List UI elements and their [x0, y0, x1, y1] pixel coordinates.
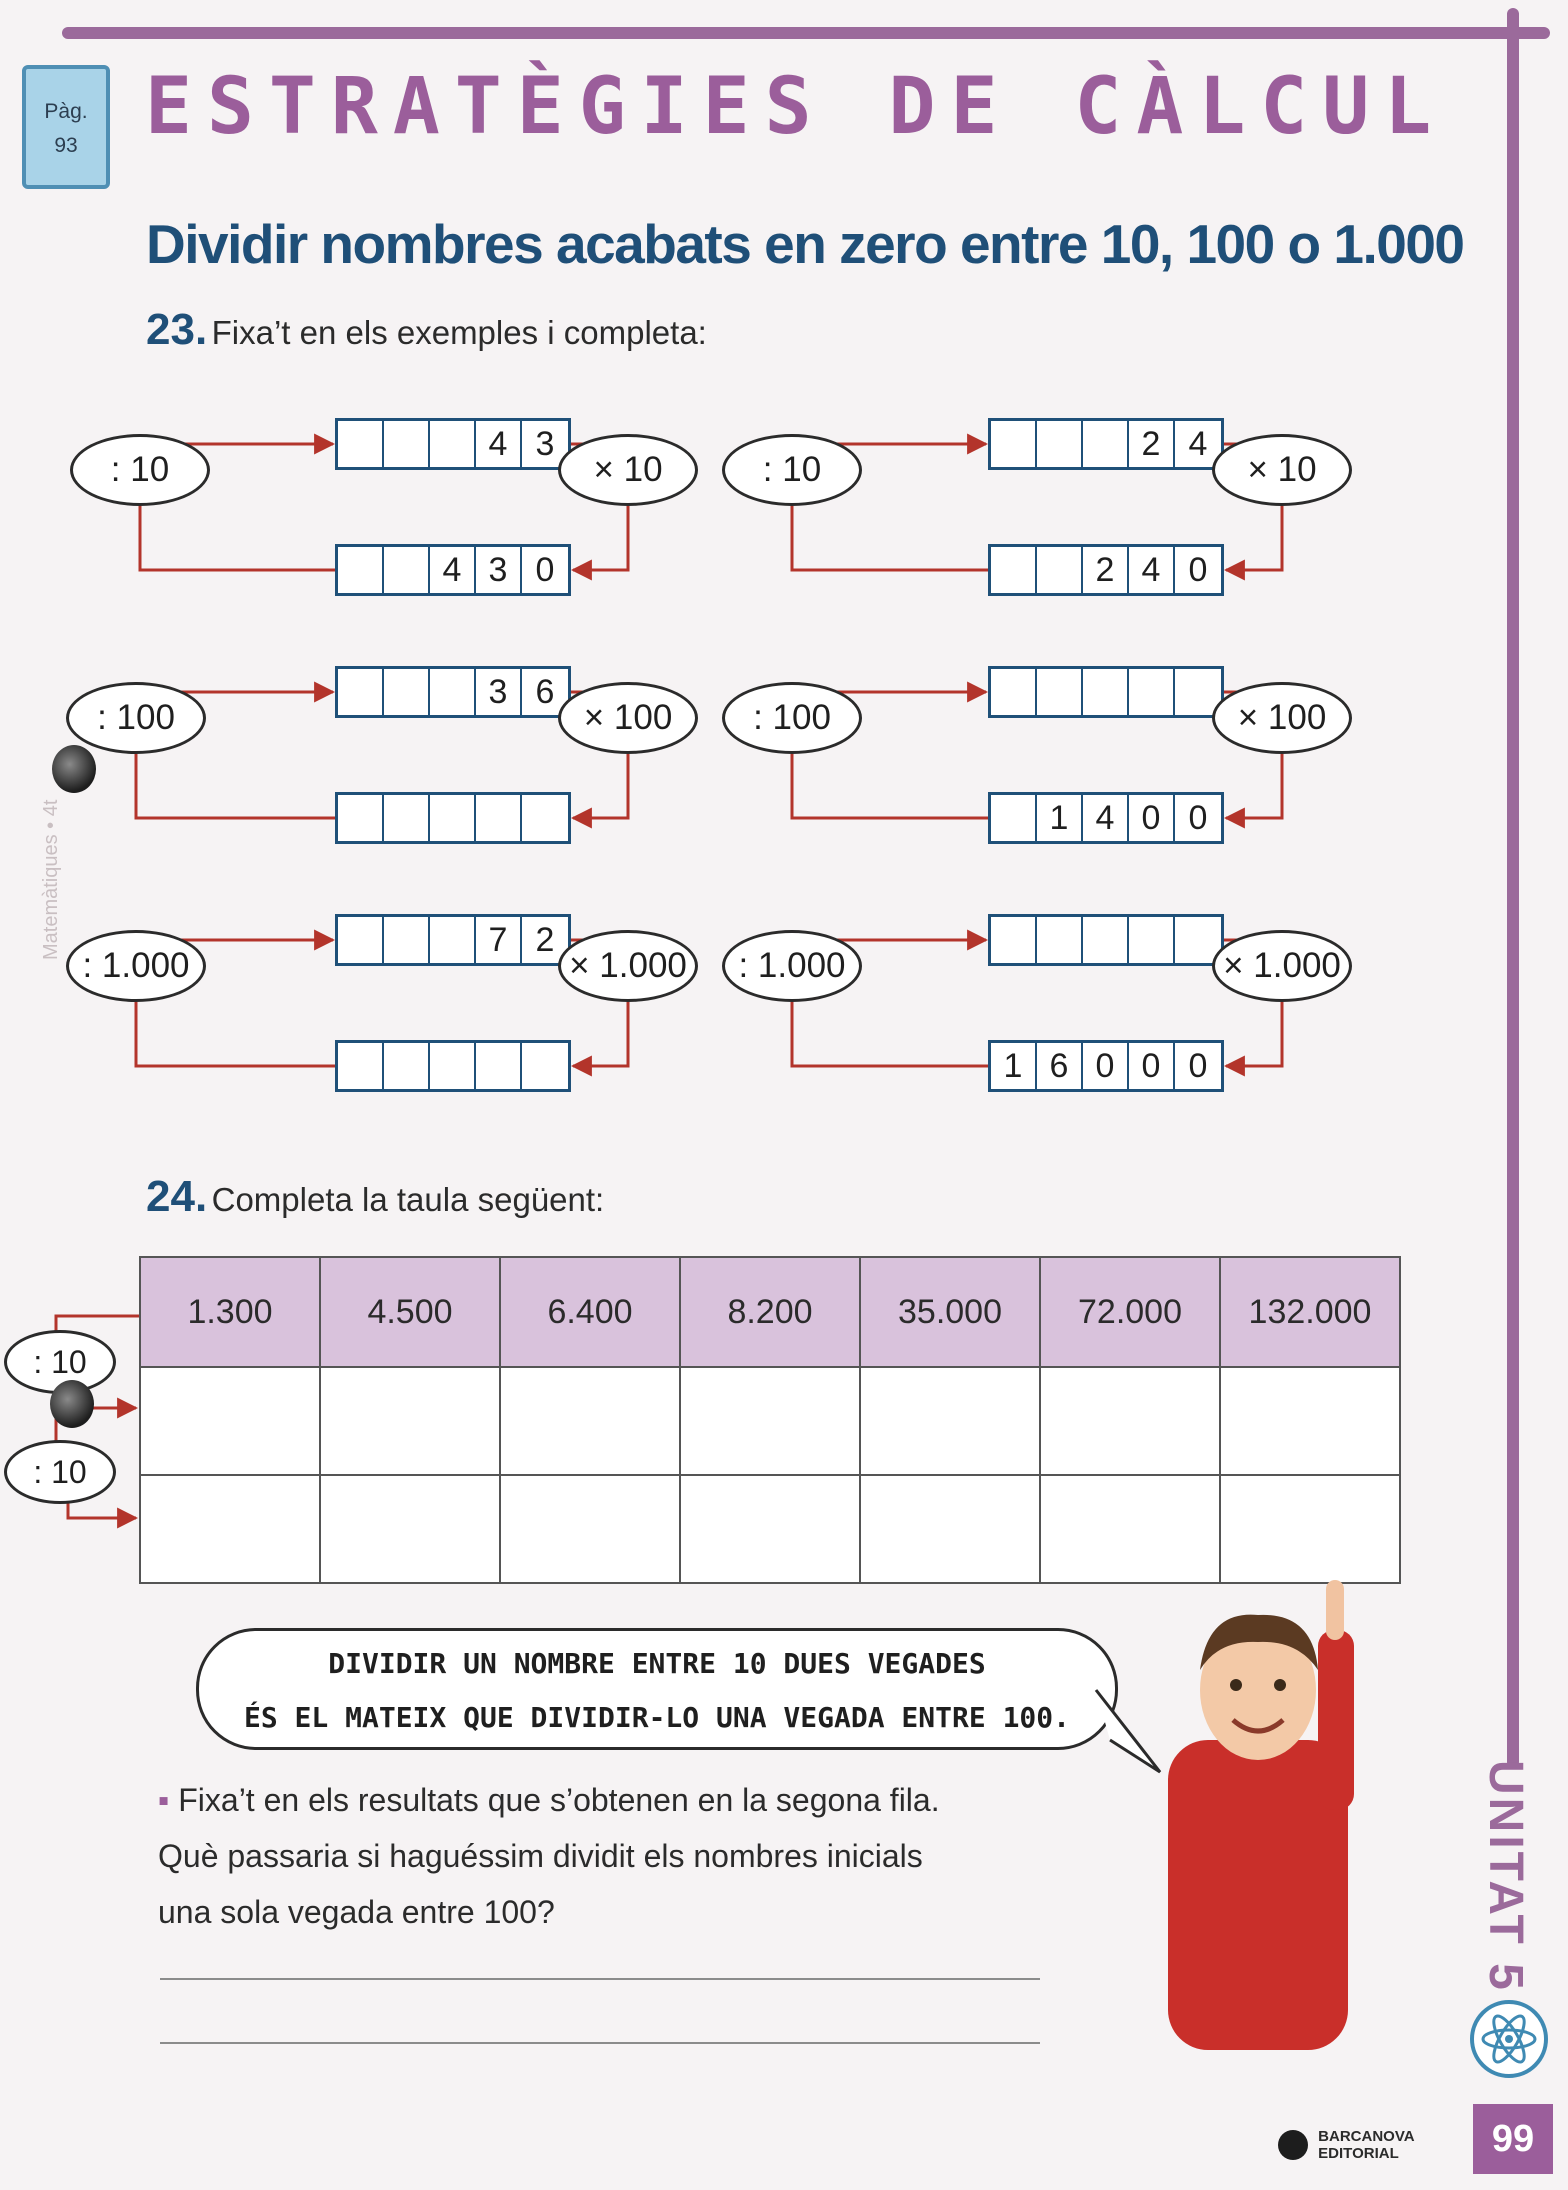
divide-operation-oval: : 100: [66, 682, 206, 754]
connector-arrow: [573, 506, 628, 570]
exercise-instruction: Completa la taula següent:: [211, 1181, 605, 1218]
page-ref-label: Pàg.: [44, 100, 88, 123]
digit-box: 4: [1129, 547, 1175, 593]
header-cell: 1.300: [140, 1257, 320, 1367]
answer-cell[interactable]: [680, 1367, 860, 1475]
connector-arrow: [140, 506, 335, 570]
number-boxes-top: [988, 418, 1224, 470]
empty-digit-box[interactable]: [430, 1043, 476, 1089]
table-header-row: [140, 1257, 1400, 1367]
digit-box: 0: [1188, 1047, 1208, 1085]
number-boxes-top: [335, 914, 571, 966]
boy-eye: [1230, 1679, 1242, 1691]
empty-digit-box[interactable]: [991, 795, 1037, 841]
empty-digit-box[interactable]: [991, 917, 1037, 963]
exercise-number: 23.: [146, 305, 208, 354]
exercise-24-header: [146, 1172, 604, 1222]
connector-arrow: [792, 506, 988, 570]
header-cell: 72.000: [1040, 1257, 1220, 1367]
connector-arrow: [136, 754, 335, 818]
connector-arrow: [573, 1002, 628, 1066]
number-boxes-top: [335, 666, 571, 718]
empty-digit-box[interactable]: [338, 1043, 384, 1089]
header-cell: 8.200: [680, 1257, 860, 1367]
empty-digit-box[interactable]: [1037, 547, 1083, 593]
digit-box: 0: [1188, 799, 1208, 837]
division-table: [139, 1256, 1401, 1584]
boy-raised-arm: [1318, 1630, 1354, 1810]
right-margin-bar: [1507, 8, 1519, 1768]
number-boxes-bottom: [335, 544, 571, 596]
divide-operation-oval: : 1.000: [66, 930, 206, 1002]
exercise-number: 24.: [146, 1172, 208, 1221]
header-cell: 132.000: [1220, 1257, 1400, 1367]
speech-bubble: [196, 1628, 1118, 1750]
empty-digit-box[interactable]: [476, 795, 522, 841]
boy-finger: [1326, 1580, 1344, 1640]
multiply-operation-oval: × 1.000: [1212, 930, 1352, 1002]
connector-arrow: [1226, 754, 1282, 818]
digit-box: 0: [1188, 551, 1208, 589]
number-boxes-bottom: [988, 1040, 1224, 1092]
exercise-23-header: [146, 305, 707, 355]
side-note: Matemàtiques • 4t: [40, 799, 62, 960]
digit-box: 0: [1083, 1043, 1129, 1089]
answer-cell[interactable]: [1220, 1367, 1400, 1475]
empty-digit-box[interactable]: [1083, 917, 1129, 963]
top-rule: [62, 27, 1550, 39]
answer-cell[interactable]: [140, 1367, 320, 1475]
table-op-oval-2: : 10: [4, 1440, 116, 1504]
empty-digit-box[interactable]: [384, 547, 430, 593]
divide-operation-oval: : 100: [722, 682, 862, 754]
empty-digit-box[interactable]: [430, 917, 476, 963]
empty-digit-box[interactable]: [1083, 669, 1129, 715]
follow-up-question: [158, 1772, 1058, 1940]
divide-operation-oval: : 1.000: [722, 930, 862, 1002]
divide-operation-oval: : 10: [722, 434, 862, 506]
digit-box: 2: [535, 921, 555, 959]
table-op-oval-1: : 10: [4, 1330, 116, 1394]
empty-digit-box[interactable]: [476, 1043, 522, 1089]
answer-line[interactable]: [160, 2042, 1040, 2044]
digit-box: 1: [991, 1043, 1037, 1089]
answer-cell[interactable]: [860, 1367, 1040, 1475]
header-cell: 6.400: [500, 1257, 680, 1367]
multiply-operation-oval: × 100: [1212, 682, 1352, 754]
digit-box: 7: [476, 917, 522, 963]
publisher-subname: EDITORIAL: [1318, 2145, 1399, 2162]
atom-icon: [1470, 2000, 1548, 2078]
empty-digit-box[interactable]: [384, 795, 430, 841]
connector-arrow: [1226, 1002, 1282, 1066]
page-number: 99: [1473, 2104, 1553, 2174]
question-line: Fixa’t en els resultats que s’obtenen en la segona fila.: [178, 1782, 940, 1818]
empty-digit-box[interactable]: [991, 669, 1037, 715]
digit-box: 3: [535, 425, 555, 463]
empty-digit-box[interactable]: [430, 795, 476, 841]
question-line: una sola vegada entre 100?: [158, 1894, 555, 1930]
digit-box: 2: [1083, 547, 1129, 593]
digit-box: 0: [1129, 795, 1175, 841]
bubble-line: ÉS EL MATEIX QUE DIVIDIR-LO UNA VEGADA ENTRE 100.: [243, 1701, 1070, 1734]
connector-arrow: [792, 1002, 988, 1066]
section-title: ESTRATÈGIES DE CÀLCUL: [145, 62, 1447, 152]
atom-icon: [1474, 2004, 1544, 2074]
number-boxes-bottom: [335, 1040, 571, 1092]
exercise-instruction: Fixa’t en els exemples i completa:: [211, 314, 707, 351]
header-cell: 4.500: [320, 1257, 500, 1367]
digit-box: 4: [1188, 425, 1208, 463]
answer-cell[interactable]: [320, 1475, 500, 1583]
empty-digit-box[interactable]: [338, 421, 384, 467]
number-boxes-bottom: [988, 544, 1224, 596]
empty-digit-box[interactable]: [991, 547, 1037, 593]
multiply-operation-oval: × 10: [1212, 434, 1352, 506]
number-boxes-top: [988, 914, 1224, 966]
answer-cell[interactable]: [500, 1367, 680, 1475]
empty-digit-box[interactable]: [1083, 421, 1129, 467]
digit-box: 3: [476, 547, 522, 593]
answer-cell[interactable]: [320, 1367, 500, 1475]
answer-cell[interactable]: [140, 1475, 320, 1583]
answer-cell[interactable]: [860, 1475, 1040, 1583]
connector-arrow: [1226, 506, 1282, 570]
empty-digit-box[interactable]: [1129, 917, 1175, 963]
empty-digit-box[interactable]: [338, 795, 384, 841]
answer-cell[interactable]: [1040, 1367, 1220, 1475]
number-boxes-top: [335, 418, 571, 470]
connector-arrow: [573, 754, 628, 818]
bullet: ▪: [158, 1782, 170, 1818]
empty-digit-box[interactable]: [430, 669, 476, 715]
digit-box: 3: [476, 669, 522, 715]
binder-hole: [52, 745, 96, 793]
answer-cell[interactable]: [500, 1475, 680, 1583]
empty-digit-box[interactable]: [522, 1043, 568, 1089]
digit-box: 1: [1037, 795, 1083, 841]
empty-digit-box[interactable]: [522, 795, 568, 841]
digit-box: 0: [535, 551, 555, 589]
header-cell: 35.000: [860, 1257, 1040, 1367]
empty-digit-box[interactable]: [1037, 917, 1083, 963]
empty-digit-box[interactable]: [1037, 669, 1083, 715]
binder-hole: [50, 1380, 94, 1428]
question-line: Què passaria si haguéssim dividit els nombres inicials: [158, 1838, 923, 1874]
multiply-operation-oval: × 100: [558, 682, 698, 754]
empty-digit-box[interactable]: [1129, 669, 1175, 715]
answer-line[interactable]: [160, 1978, 1040, 1980]
digit-box: 6: [1037, 1043, 1083, 1089]
table-row: [140, 1475, 1400, 1583]
digit-box: 4: [430, 547, 476, 593]
empty-digit-box[interactable]: [991, 421, 1037, 467]
boy-eye: [1274, 1679, 1286, 1691]
multiply-operation-oval: × 10: [558, 434, 698, 506]
answer-cell[interactable]: [1040, 1475, 1220, 1583]
connector-arrow: [136, 1002, 335, 1066]
multiply-operation-oval: × 1.000: [558, 930, 698, 1002]
page-ref-number: 93: [54, 134, 78, 157]
digit-box: 6: [535, 673, 555, 711]
empty-digit-box[interactable]: [384, 1043, 430, 1089]
empty-digit-box[interactable]: [384, 421, 430, 467]
divide-operation-oval: : 10: [70, 434, 210, 506]
answer-cell[interactable]: [680, 1475, 860, 1583]
table-row: [140, 1367, 1400, 1475]
digit-box: 4: [1083, 795, 1129, 841]
empty-digit-box[interactable]: [384, 917, 430, 963]
number-boxes-bottom: [988, 792, 1224, 844]
empty-digit-box[interactable]: [338, 917, 384, 963]
number-boxes-bottom: [335, 792, 571, 844]
publisher-logo: [1278, 2128, 1415, 2162]
bubble-line: DIVIDIR UN NOMBRE ENTRE 10 DUES VEGADES: [328, 1647, 986, 1680]
empty-digit-box[interactable]: [338, 669, 384, 715]
digit-box: 0: [1129, 1043, 1175, 1089]
number-boxes-top: [988, 666, 1224, 718]
page-reference-tab: [22, 65, 110, 189]
digit-box: 4: [476, 421, 522, 467]
publisher-logo-icon: [1278, 2130, 1308, 2160]
answer-cell[interactable]: [1220, 1475, 1400, 1583]
publisher-name: BARCANOVA: [1318, 2128, 1415, 2145]
lesson-subtitle: Dividir nombres acabats en zero entre 10, 100 o 1.000: [146, 213, 1464, 275]
empty-digit-box[interactable]: [1037, 421, 1083, 467]
empty-digit-box[interactable]: [338, 547, 384, 593]
digit-box: 2: [1129, 421, 1175, 467]
unit-label: UNITAT 5: [1479, 1760, 1532, 1993]
boy-illustration: [1108, 1570, 1408, 2050]
connector-arrow: [792, 754, 988, 818]
empty-digit-box[interactable]: [430, 421, 476, 467]
empty-digit-box[interactable]: [384, 669, 430, 715]
